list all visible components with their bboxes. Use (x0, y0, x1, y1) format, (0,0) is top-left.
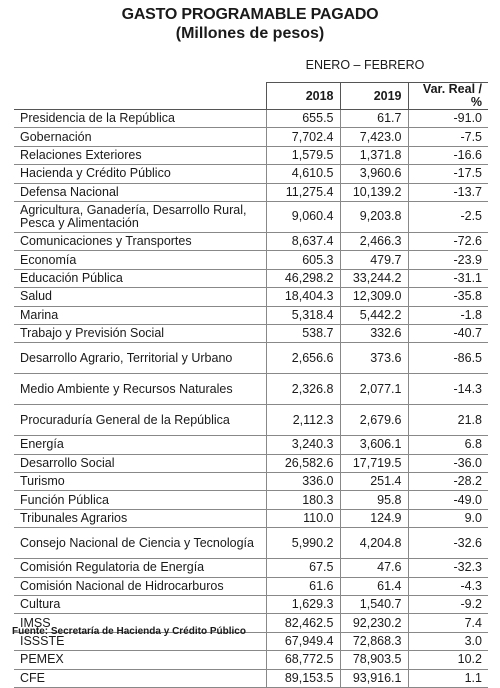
period-label: ENERO – FEBRERO (305, 58, 425, 72)
row-var-real: -23.9 (408, 251, 488, 269)
row-var-real: -31.1 (408, 269, 488, 287)
row-name: Consejo Nacional de Ciencia y Tecnología (14, 528, 266, 559)
table-row (14, 343, 488, 374)
row-var-real: -16.6 (408, 146, 488, 164)
row-value-2019: 92,230.2 (340, 614, 408, 632)
row-value-2018: 82,462.5 (266, 614, 340, 632)
table-row (14, 596, 488, 614)
table-row (14, 232, 488, 250)
row-value-2019: 61.7 (340, 110, 408, 128)
row-var-real: 7.4 (408, 614, 488, 632)
table-row (14, 509, 488, 527)
row-value-2018: 538.7 (266, 324, 340, 342)
row-value-2019: 10,139.2 (340, 183, 408, 201)
row-value-2018: 2,326.8 (266, 374, 340, 405)
row-var-real: -40.7 (408, 324, 488, 342)
row-name: Procuraduría General de la República (14, 405, 266, 436)
row-value-2019: 251.4 (340, 473, 408, 491)
row-name: Turismo (14, 473, 266, 491)
table-row (14, 559, 488, 577)
row-value-2018: 110.0 (266, 509, 340, 527)
row-value-2018: 68,772.5 (266, 651, 340, 669)
row-var-real: 3.0 (408, 632, 488, 650)
table-row (14, 128, 488, 146)
row-var-real: -36.0 (408, 454, 488, 472)
row-name: Comisión Regulatoria de Energía (14, 559, 266, 577)
row-var-real: 21.8 (408, 405, 488, 436)
row-var-real: -17.5 (408, 165, 488, 183)
row-value-2019: 47.6 (340, 559, 408, 577)
row-var-real: -7.5 (408, 128, 488, 146)
row-name: Marina (14, 306, 266, 324)
row-value-2018: 61.6 (266, 577, 340, 595)
table-row (14, 306, 488, 324)
header-name (14, 83, 266, 110)
row-value-2018: 2,656.6 (266, 343, 340, 374)
row-value-2018: 655.5 (266, 110, 340, 128)
row-var-real: -32.3 (408, 559, 488, 577)
row-value-2018: 18,404.3 (266, 288, 340, 306)
row-value-2019: 17,719.5 (340, 454, 408, 472)
row-value-2019: 332.6 (340, 324, 408, 342)
header-var-real: Var. Real / % (408, 83, 488, 110)
row-value-2018: 336.0 (266, 473, 340, 491)
row-var-real: -49.0 (408, 491, 488, 509)
table-body (14, 110, 488, 688)
row-var-real: -28.2 (408, 473, 488, 491)
row-value-2019: 2,679.6 (340, 405, 408, 436)
row-value-2019: 9,203.8 (340, 201, 408, 232)
page-subtitle: (Millones de pesos) (175, 25, 325, 42)
row-value-2019: 61.4 (340, 577, 408, 595)
row-var-real: -9.2 (408, 596, 488, 614)
table-row (14, 528, 488, 559)
table-row (14, 651, 488, 669)
row-value-2019: 12,309.0 (340, 288, 408, 306)
table-row (14, 405, 488, 436)
row-value-2018: 5,990.2 (266, 528, 340, 559)
row-value-2019: 5,442.2 (340, 306, 408, 324)
row-name: ISSSTE (14, 632, 266, 650)
row-name: Tribunales Agrarios (14, 509, 266, 527)
row-value-2018: 1,629.3 (266, 596, 340, 614)
row-value-2019: 2,466.3 (340, 232, 408, 250)
row-value-2018: 9,060.4 (266, 201, 340, 232)
row-value-2018: 7,702.4 (266, 128, 340, 146)
row-var-real: 1.1 (408, 669, 488, 687)
row-value-2019: 124.9 (340, 509, 408, 527)
row-value-2018: 1,579.5 (266, 146, 340, 164)
page-title: GASTO PROGRAMABLE PAGADO (121, 6, 379, 23)
row-name: Agricultura, Ganadería, Desarrollo Rural, Pesca y Alimentación (14, 201, 266, 232)
row-value-2019: 72,868.3 (340, 632, 408, 650)
header-2018: 2018 (266, 83, 340, 110)
table-row (14, 201, 488, 232)
row-value-2019: 3,960.6 (340, 165, 408, 183)
row-name: Medio Ambiente y Recursos Naturales (14, 374, 266, 405)
row-var-real: 6.8 (408, 436, 488, 454)
row-name: Trabajo y Previsión Social (14, 324, 266, 342)
row-value-2018: 89,153.5 (266, 669, 340, 687)
row-name: Cultura (14, 596, 266, 614)
row-name: Presidencia de la República (14, 110, 266, 128)
row-var-real: -4.3 (408, 577, 488, 595)
row-value-2018: 67,949.4 (266, 632, 340, 650)
row-value-2018: 3,240.3 (266, 436, 340, 454)
row-name: Energía (14, 436, 266, 454)
row-value-2019: 95.8 (340, 491, 408, 509)
row-value-2019: 1,371.8 (340, 146, 408, 164)
row-name: Gobernación (14, 128, 266, 146)
row-name: Desarrollo Agrario, Territorial y Urbano (14, 343, 266, 374)
table-row (14, 669, 488, 687)
row-name: Hacienda y Crédito Público (14, 165, 266, 183)
row-var-real: -35.8 (408, 288, 488, 306)
row-value-2018: 67.5 (266, 559, 340, 577)
table-row (14, 110, 488, 128)
table-row (14, 577, 488, 595)
row-var-real: -1.8 (408, 306, 488, 324)
row-value-2019: 373.6 (340, 343, 408, 374)
row-var-real: 10.2 (408, 651, 488, 669)
row-value-2019: 1,540.7 (340, 596, 408, 614)
row-value-2018: 8,637.4 (266, 232, 340, 250)
row-name: Comunicaciones y Transportes (14, 232, 266, 250)
row-value-2019: 2,077.1 (340, 374, 408, 405)
row-name: PEMEX (14, 651, 266, 669)
table-row (14, 436, 488, 454)
row-var-real: -32.6 (408, 528, 488, 559)
row-value-2019: 93,916.1 (340, 669, 408, 687)
row-value-2018: 4,610.5 (266, 165, 340, 183)
row-value-2018: 2,112.3 (266, 405, 340, 436)
table-row (14, 324, 488, 342)
table-row (14, 491, 488, 509)
row-name: Desarrollo Social (14, 454, 266, 472)
row-var-real: -91.0 (408, 110, 488, 128)
row-value-2019: 7,423.0 (340, 128, 408, 146)
row-var-real: -2.5 (408, 201, 488, 232)
row-var-real: -72.6 (408, 232, 488, 250)
source-note: Fuente: Secretaría de Hacienda y Crédito Público (12, 626, 246, 637)
row-name: IMSS (14, 614, 266, 632)
row-value-2018: 11,275.4 (266, 183, 340, 201)
row-value-2019: 33,244.2 (340, 269, 408, 287)
header-2019: 2019 (340, 83, 408, 110)
row-name: Defensa Nacional (14, 183, 266, 201)
row-name: Salud (14, 288, 266, 306)
table-row (14, 146, 488, 164)
row-name: Función Pública (14, 491, 266, 509)
row-value-2018: 5,318.4 (266, 306, 340, 324)
row-value-2019: 479.7 (340, 251, 408, 269)
table-row (14, 473, 488, 491)
table-row (14, 454, 488, 472)
row-name: Comisión Nacional de Hidrocarburos (14, 577, 266, 595)
row-name: Economía (14, 251, 266, 269)
row-var-real: 9.0 (408, 509, 488, 527)
row-name: Relaciones Exteriores (14, 146, 266, 164)
row-var-real: -13.7 (408, 183, 488, 201)
table-row (14, 165, 488, 183)
table-row (14, 288, 488, 306)
table-row (14, 374, 488, 405)
table-header-row (14, 83, 488, 110)
row-value-2019: 78,903.5 (340, 651, 408, 669)
table-row (14, 183, 488, 201)
spending-table (14, 82, 488, 688)
row-value-2019: 4,204.8 (340, 528, 408, 559)
row-value-2019: 3,606.1 (340, 436, 408, 454)
row-value-2018: 180.3 (266, 491, 340, 509)
row-var-real: -14.3 (408, 374, 488, 405)
table-row (14, 251, 488, 269)
row-name: Educación Pública (14, 269, 266, 287)
row-var-real: -86.5 (408, 343, 488, 374)
row-value-2018: 605.3 (266, 251, 340, 269)
row-value-2018: 26,582.6 (266, 454, 340, 472)
row-name: CFE (14, 669, 266, 687)
row-value-2018: 46,298.2 (266, 269, 340, 287)
table-row (14, 269, 488, 287)
